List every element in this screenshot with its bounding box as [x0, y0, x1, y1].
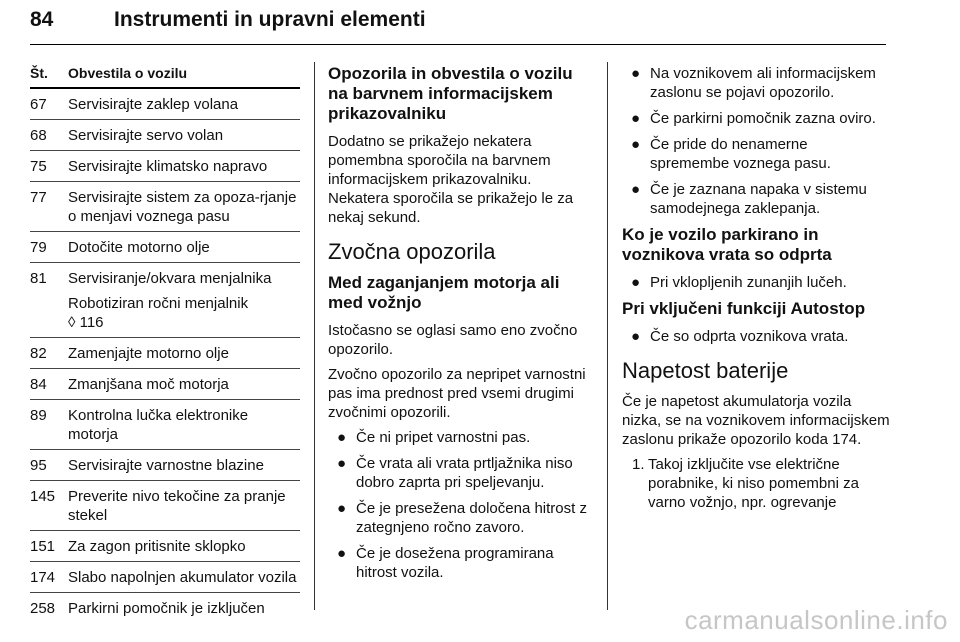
list-item — [622, 135, 890, 173]
list-item-text: Če parkirni pomočnik zazna oviro. — [650, 110, 876, 127]
list-item-text: Če je zaznana napaka v sistemu samodejnega zaklepanja. — [650, 181, 867, 217]
bullet-icon: ● — [337, 455, 347, 472]
row-text: Dotočite motorno olje — [68, 239, 210, 256]
bullet-icon: ● — [631, 136, 641, 153]
list-item-text: Če ni pripet varnostni pas. — [356, 429, 531, 446]
table-row — [30, 263, 300, 338]
row-text: Servisiranje/okvara menjalnika — [68, 270, 272, 287]
table-row — [30, 450, 300, 481]
list-item-text: Če pride do nenamerne spremembe voznega pasu. — [650, 136, 831, 172]
bullet-list — [622, 64, 890, 218]
row-text: Zamenjajte motorno olje — [68, 345, 229, 362]
row-text: Servisirajte sistem za opoza-rjanje o menjavi voznega pasu — [68, 189, 297, 225]
row-text: Slabo napolnjen akumulator vozila — [68, 569, 297, 586]
header-message: Obvestila o vozilu — [68, 65, 188, 81]
section-title: Napetost baterije — [622, 358, 789, 383]
page-header — [30, 4, 886, 45]
row-number: 75 — [30, 158, 47, 175]
page-reference-link[interactable]: 116 — [79, 314, 104, 331]
table-row — [30, 89, 300, 120]
row-subtext: Robotiziran ročni menjalnik — [68, 295, 249, 312]
paragraph: Dodatno se prikažejo nekatera pomembna sporočila na barvnem informacijskem prikazovalniku. Nekatera sporočila se prikažejo le za nekaj sekund. — [328, 133, 574, 226]
row-text: Preverite nivo tekočine za pranje stekel — [68, 488, 286, 524]
numbered-list — [622, 455, 890, 512]
bullet-icon: ● — [631, 65, 641, 82]
bullet-icon: ● — [337, 500, 347, 517]
subheading: Pri vključeni funkciji Autostop — [622, 299, 866, 318]
list-item-text: Če so odprta voznikova vrata. — [650, 328, 849, 345]
row-number: 84 — [30, 376, 47, 393]
list-item-text: Takoj izključite vse električne porabnike, ki niso pomembni za varno vožnjo, npr. ogrevanje — [648, 456, 859, 511]
bullet-icon: ● — [631, 110, 641, 127]
row-number: 67 — [30, 96, 47, 113]
list-item-text: Če je dosežena programirana hitrost vozila. — [356, 545, 554, 581]
list-item — [328, 544, 592, 582]
list-item — [622, 327, 890, 346]
bullet-icon: ● — [631, 274, 641, 291]
row-number: 95 — [30, 457, 47, 474]
table-row — [30, 531, 300, 562]
row-number: 145 — [30, 488, 56, 505]
table-row — [30, 562, 300, 593]
column-divider — [314, 62, 315, 610]
list-item — [622, 455, 890, 512]
row-text: Servisirajte klimatsko napravo — [68, 158, 268, 175]
list-item-text: Če je presežena določena hitrost z zategnjeno ročno zavoro. — [356, 500, 587, 536]
row-number: 77 — [30, 189, 47, 206]
row-text: Servisirajte varnostne blazine — [68, 457, 264, 474]
row-number: 81 — [30, 270, 47, 287]
row-text: Kontrolna lučka elektronike motorja — [68, 407, 249, 443]
section-heading: Opozorila in obvestila o vozilu na barvnem informacijskem prikazovalniku — [328, 64, 573, 123]
list-item-text: Pri vklopljenih zunanjih lučeh. — [650, 274, 847, 291]
paragraph: Istočasno se oglasi samo eno zvočno opozorilo. — [328, 322, 578, 358]
row-number: 82 — [30, 345, 47, 362]
header-number: Št. — [30, 65, 48, 81]
subheading: Med zaganjanjem motorja ali med vožnjo — [328, 273, 560, 312]
row-number: 68 — [30, 127, 47, 144]
table-header — [30, 64, 300, 89]
list-item — [622, 64, 890, 102]
row-text: Zmanjšana moč motorja — [68, 376, 229, 393]
page-title: Instrumenti in upravni elementi — [114, 8, 426, 31]
table-row — [30, 151, 300, 182]
bullet-icon: ● — [337, 429, 347, 446]
row-number: 89 — [30, 407, 47, 424]
row-number: 258 — [30, 600, 56, 617]
middle-column — [328, 64, 592, 589]
list-item — [622, 180, 890, 218]
table-row — [30, 232, 300, 263]
page-number: 84 — [30, 8, 54, 31]
list-item — [622, 109, 890, 128]
row-number: 79 — [30, 239, 47, 256]
watermark: carmanualsonline.info — [684, 605, 948, 635]
bullet-list — [328, 428, 592, 582]
table-row — [30, 182, 300, 232]
subheading: Ko je vozilo parkirano in voznikova vrata so odprta — [622, 225, 832, 264]
table-row — [30, 481, 300, 531]
column-divider — [607, 62, 608, 610]
row-number: 151 — [30, 538, 56, 555]
table-row — [30, 369, 300, 400]
bullet-list — [622, 327, 890, 346]
bullet-icon: ● — [337, 545, 347, 562]
row-text: Servisirajte servo volan — [68, 127, 224, 144]
row-number: 174 — [30, 569, 56, 586]
list-item — [328, 454, 592, 492]
row-text: Parkirni pomočnik je izključen — [68, 600, 265, 617]
message-table — [30, 64, 300, 623]
bullet-list — [622, 273, 890, 292]
list-item — [328, 428, 592, 447]
page-ref-arrow-icon: ◊ — [68, 314, 76, 331]
paragraph: Zvočno opozorilo za nepripet varnostni pas ima prednost pred vsemi drugimi zvočnimi opozorili. — [328, 366, 586, 421]
row-text: Za zagon pritisnite sklopko — [68, 538, 246, 555]
paragraph: Če je napetost akumulatorja vozila nizka, se na voznikovem informacijskem zaslonu prikaže opozorilo koda 174. — [622, 393, 890, 448]
bullet-icon: ● — [631, 328, 641, 345]
table-row — [30, 120, 300, 151]
list-item — [328, 499, 592, 537]
table-row — [30, 593, 300, 623]
list-item-text: Če vrata ali vrata prtljažnika niso dobro zaprta pri speljevanju. — [356, 455, 573, 491]
row-text: Servisirajte zaklep volana — [68, 96, 239, 113]
right-column — [622, 64, 890, 512]
list-item — [622, 273, 890, 292]
section-title: Zvočna opozorila — [328, 239, 496, 264]
bullet-icon: ● — [631, 181, 641, 198]
table-row — [30, 338, 300, 369]
list-item-text: Na voznikovem ali informacijskem zaslonu se pojavi opozorilo. — [650, 65, 876, 101]
step-number: 1. — [632, 456, 645, 473]
table-row — [30, 400, 300, 450]
